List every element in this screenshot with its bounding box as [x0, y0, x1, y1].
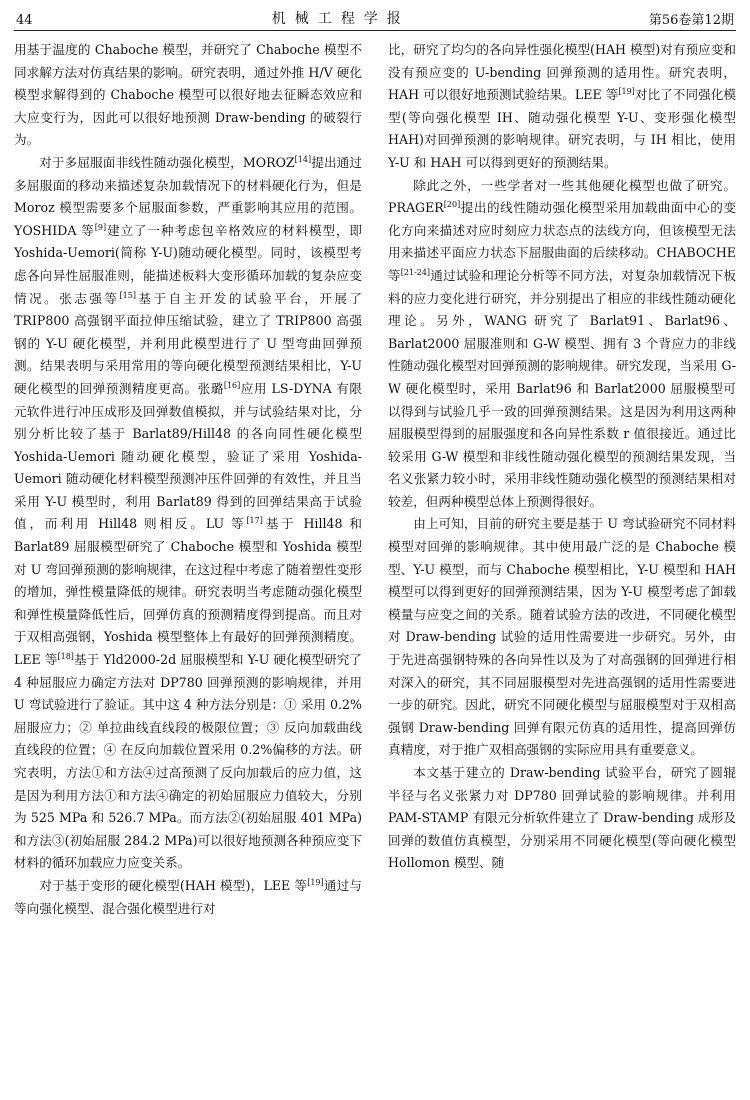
text-run: 对于基于变形的硬化模型(HAH 模型)，LEE 等 — [39, 877, 308, 893]
citation-ref: [15] — [119, 290, 136, 300]
citation-ref: [17] — [246, 516, 263, 526]
citation-ref: [9] — [94, 222, 107, 232]
citation-ref: [14] — [294, 154, 312, 164]
text-run: 除此之外，一些学者对一些其他硬化模型也做了研究。PRAGER — [388, 177, 736, 216]
text-run: 通过与等向强化模型、混合强化模型进行对 — [14, 877, 363, 916]
text-run: 基于 Hill48 和 Barlat89 屈服模型研究了 Chaboche 模型和 Yoshida 模型对 U 弯回弹预测的影响规律，在这过程中考虑了随着塑性变形的增加，弹性模量降低的规律。研究表明当考虑随动强化模型和弹性模量降低性后，回弹仿真的预测精度得到提高。而且对于双相高强钢，Yoshida 模型整体上有最好的回弹预测精度。LEE 等 — [14, 516, 362, 668]
text-run: 本文基于建立的 Draw-bending 试验平台，研究了圆辊半径与名义张紧力对 DP780 回弹试验的影响规律。并利用 PAM-STAMP 有限元分析软件建立了 Draw-bending 成形及回弹的数值仿真模型，分别采用不同硬化模型(等向硬化模型 Hollomon 模型、随 — [388, 765, 736, 871]
text-run: 基于自主开发的试验平台，开展了 TRIP800 高强钢平面拉伸压缩试验，建立了 TRIP800 高强钢的 Y-U 硬化模型，并利用此模型进行了 U 型弯曲回弹预测。结果表明与采用常用的等向硬化模型预测结果相比，Y-U 硬化模型的回弹预测精度更高。张璐 — [14, 290, 363, 396]
journal-title: 机械工程学报 — [271, 11, 410, 27]
text-run: 建立了一种考虑包辛格效应的材料模型，即 Yoshida-Uemori(简称 Y-U)随动硬化模型。同时，该模型考虑各向异性屈服准则，能描述板料大变形循环加载的复杂应变情况。张志强等 — [14, 222, 363, 306]
text-run: 提出的线性随动强化模型采用加载曲面中心的变化方向来描述对应时刻应力状态点的法线方向，但该模型无法用来描述平面应力状态下屈服曲面的后续移动。CHABOCHE 等 — [388, 200, 736, 283]
paragraph — [388, 39, 736, 175]
citation-ref: [18] — [57, 651, 74, 661]
citation-ref: [19] — [618, 87, 635, 96]
text-run: 对比了不同强化模型(等向强化模型 IH、随动强化模型 Y-U、变形强化模型 HAH)对回弹预测的影响规律。研究表明，与 IH 相比，使用 Y-U 和 HAH 可以得到更好的预测结果。 — [388, 87, 736, 170]
right-column — [388, 39, 736, 920]
paragraph — [14, 875, 362, 920]
citation-ref: [20] — [443, 199, 461, 209]
citation-ref: [21-24] — [400, 267, 431, 277]
text-run: 提出通过多屈服面的移动来描述复杂加载情况下的材料硬化行为，但是 Moroz 模型需要多个屈服面参数，严重影响其应用的范围。YOSHIDA 等 — [14, 154, 362, 238]
text-run: 由上可知，目前的研究主要是基于 U 弯试验研究不同材料模型对回弹的影响规律。其中使用最广泛的是 Chaboche 模型、Y-U 模型，而与 Chaboche 模型相比，Y-U 模型和 HAH 模型可以得到更好的回弹预测结果，因为 Y-U 模型考虑了卸载模量与应变之间的关系。随着试验方法的改进，不同硬化模型对 Draw-bending 试验的适用性需要进一步研究。另外，由于先进高强钢特殊的各向异性以及为了对高强钢的回弹进行相对深入的研究，其不同屈服模型对先进高强钢的适用性需要进一步的研究。因此，研究不同硬化模型与屈服模型对于双相高强钢 Draw-bending 回弹有限元仿真的适用性，提高回弹仿真精度，对于推广双相高强钢的实际应用具有重要意义。 — [388, 516, 736, 758]
running-header — [14, 6, 736, 31]
paragraph — [388, 513, 736, 762]
text-run: 基于 Yld2000-2d 屈服模型和 Y-U 硬化模型研究了 4 种屈服应力确定方法对 DP780 回弹预测的影响规律，并用 U 弯试验进行了验证。其中这 4 种方法分别是：① 采用 0.2%屈服应力；② 单拉曲线直线段的极限位置；③ 反向加载曲线直线段的位置；④ 在反向加载位置采用 0.2%偏移的方法。研究表明，方法①和方法④过高预测了反向加载后的应力值，这是因为利用方法①和方法④确定的初始屈服应力值较大，分别为 525 MPa 和 526.7 MPa。而方法②(初始屈服 401 MPa)和方法③(初始屈服 284.2 MPa)可以很好地预测各种预应变下材料的循环加载应力应变关系。 — [14, 652, 362, 871]
issue-label: 第56卷第12期 — [648, 13, 734, 28]
paragraph — [388, 762, 736, 875]
paragraph — [14, 39, 362, 152]
paragraph — [14, 152, 362, 875]
text-run: 比，研究了均匀的各向异性强化模型(HAH 模型)对有预应变和没有预应变的 U-bending 回弹预测的适用性。研究表明，HAH 可以很好地预测试验结果。LEE 等 — [388, 42, 736, 103]
citation-ref: [16] — [223, 380, 241, 390]
text-run: 用基于温度的 Chaboche 模型，并研究了 Chaboche 模型不同求解方法对仿真结果的影响。研究表明，通过外推 H/V 硬化模型求解得到的 Chaboche 模型可以很好地去征瞬态效应和大应变行为，因此可以很好地预测 Draw-bending 的破裂行为。 — [14, 42, 362, 148]
citation-ref: [19] — [307, 877, 324, 887]
text-run: 应用 LS-DYNA 有限元软件进行冲压成形及回弹数值模拟，并与试验结果对比，分别分析比较了基于 Barlat89/Hill48 的各向同性硬化模型 Yoshida-Uemori 随动硬化模型，验证了采用 Yoshida-Uemori 随动硬化材料模型预测冲压件回弹的有效性，并且当采用 Y-U 模型时，利用 Barlat89 得到的回弹结果高于试验值，而利用 Hill48 则相反。LU 等 — [14, 380, 363, 532]
left-column — [14, 39, 362, 920]
text-run: 通过试验和理论分析等不同方法，对复杂加载情况下板料的应力变化进行研究，并分别提出了相应的非线性随动硬化理论。另外，WANG 研究了 Barlat91、Barlat96、Barlat2000 屈服准则和 G-W 模型、拥有 3 个背应力的非线性随动强化模型对回弹预测的影响规律。研究发现，当采用 G-W 硬化模型时，采用 Barlat96 和 Barlat2000 屈服模型可以得到与试验几乎一致的回弹预测结果。这是因为利用这两种屈服模型得到的屈服强度和各向异性系数 r 值很接近。通过比较采用 G-W 模型和非线性随动强化模型的预测结果发现，当名义张紧力较小时，采用非线性随动强化模型的预测结果相对较差，但两种模型总体上预测得很好。 — [388, 267, 737, 509]
text-run: 对于多屈服面非线性随动强化模型，MOROZ — [39, 154, 295, 170]
page-number: 44 — [16, 13, 33, 28]
paragraph — [388, 175, 736, 514]
